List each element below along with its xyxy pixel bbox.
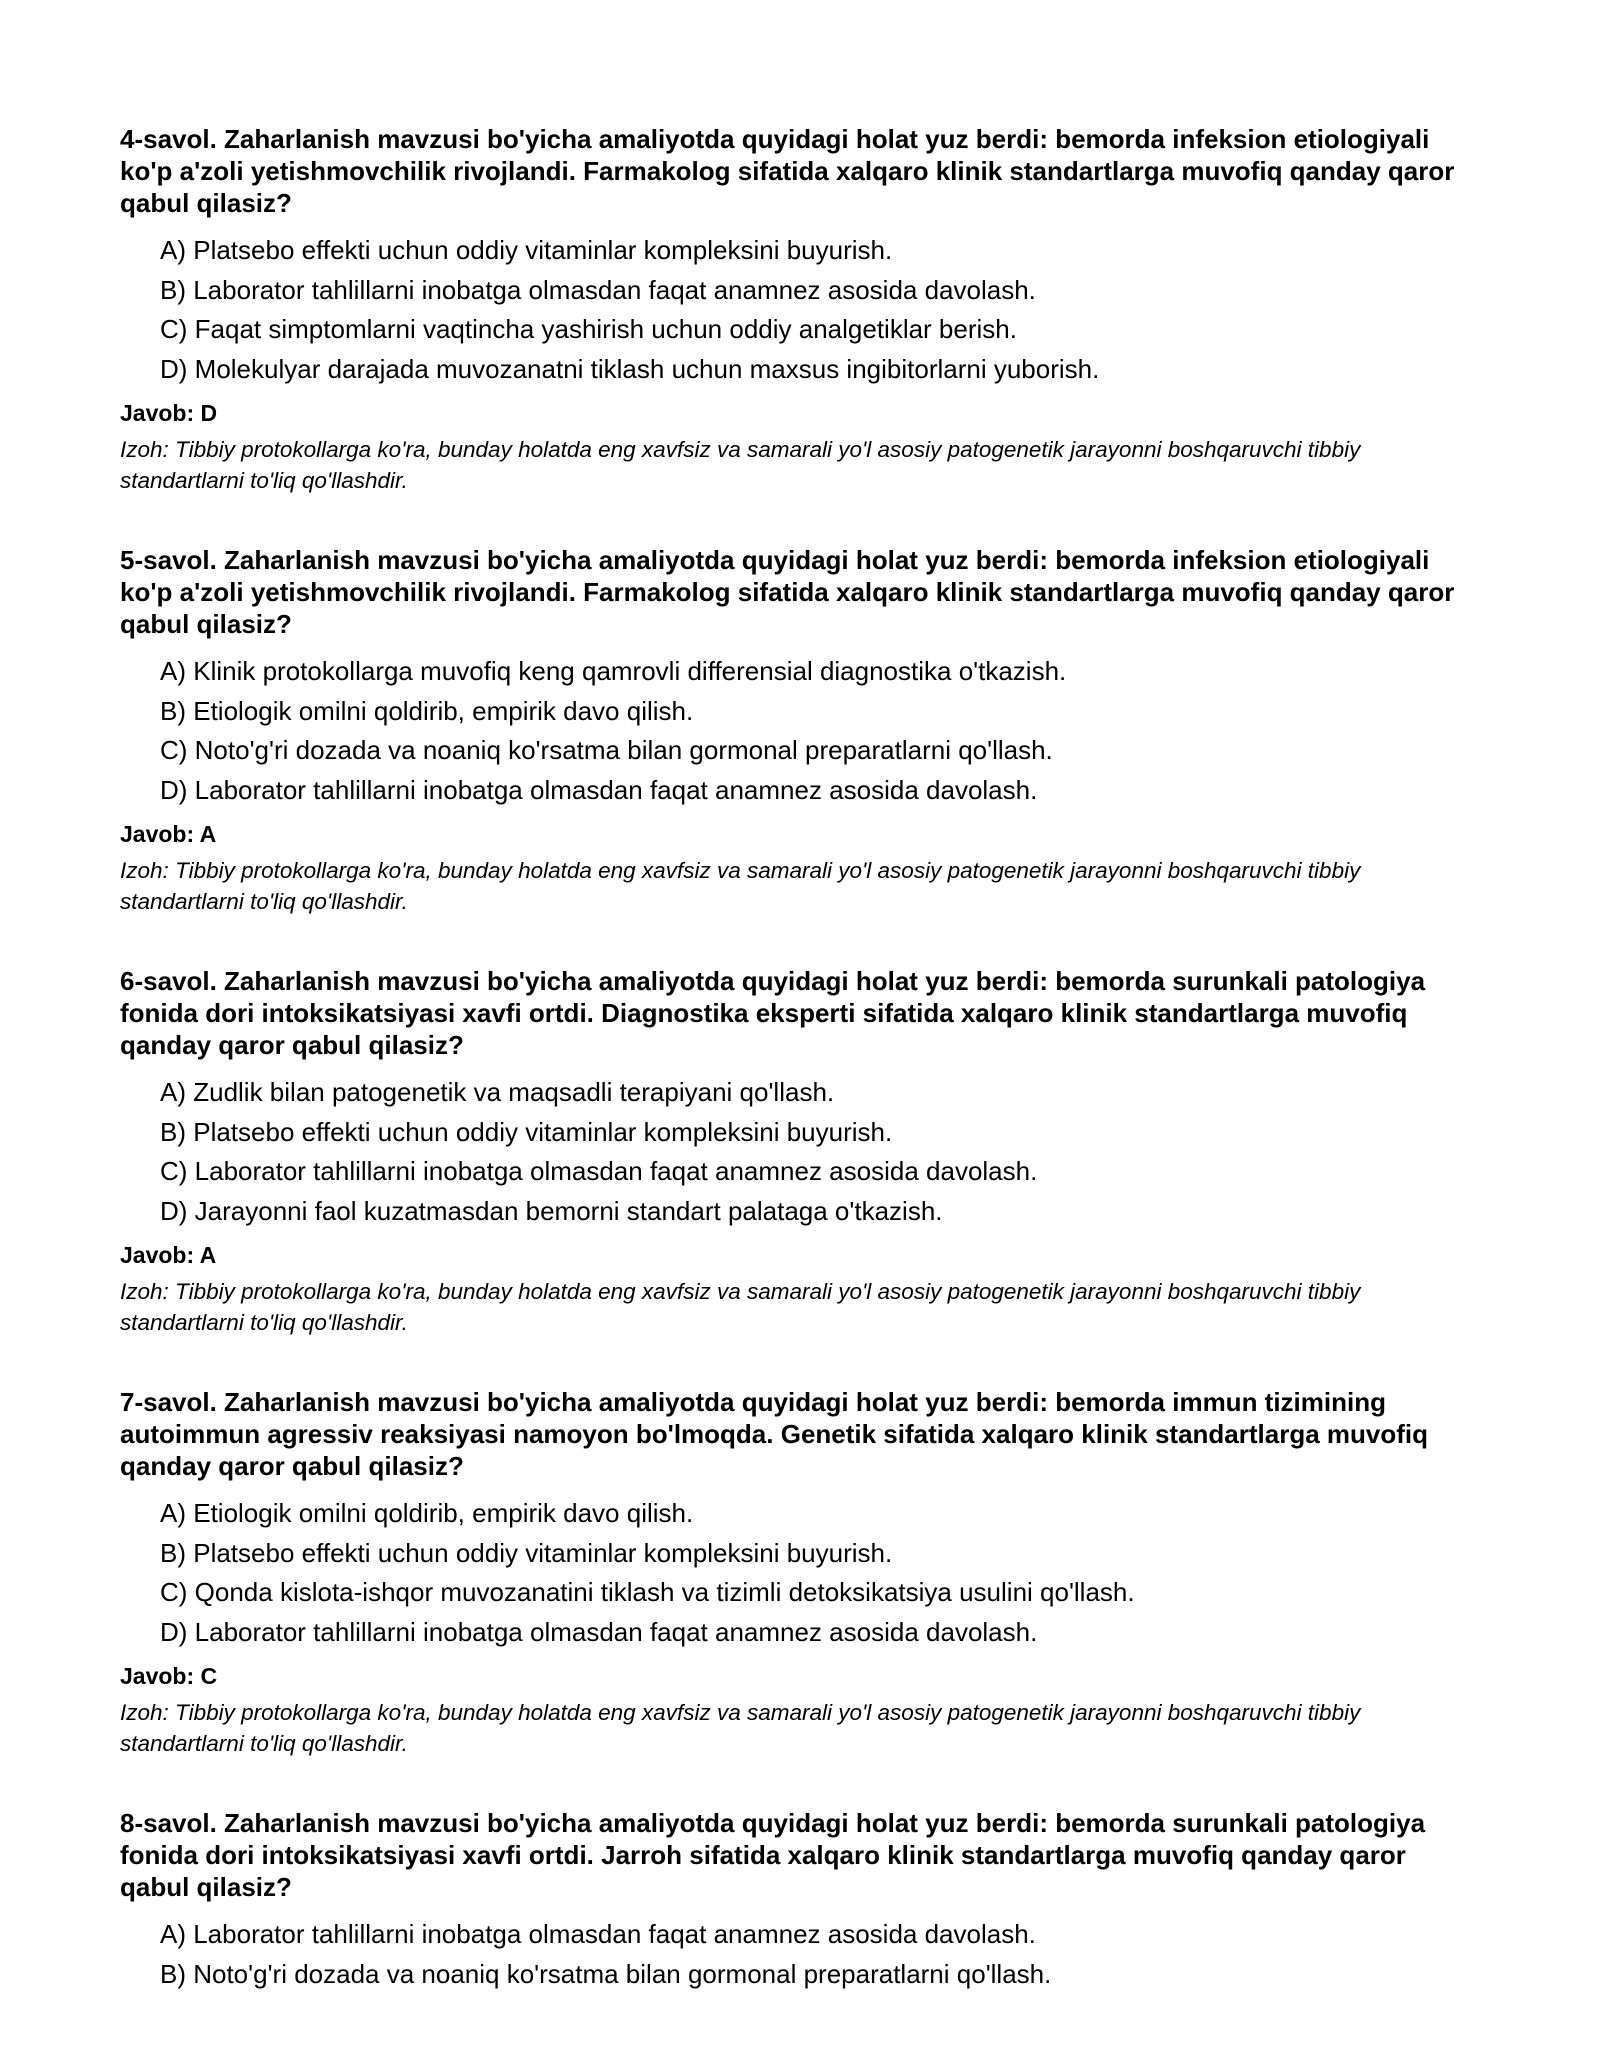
question-block: [120, 123, 1480, 496]
answer-label: Javob: C: [120, 1663, 218, 1689]
option-b: B) Laborator tahlillarni inobatga olmasdan faqat anamnez asosida davolash.: [160, 274, 1036, 305]
option-b: B) Platsebo effekti uchun oddiy vitaminlar kompleksini buyurish.: [160, 1116, 893, 1147]
option-d: D) Jarayonni faol kuzatmasdan bemorni standart palataga o'tkazish.: [160, 1195, 943, 1226]
option-c: C) Qonda kislota-ishqor muvozanatini tiklash va tizimli detoksikatsiya usulini qo'llash.: [160, 1577, 1135, 1607]
answer-label: Javob: A: [120, 821, 217, 847]
option-b: B) Noto'g'ri dozada va noaniq ko'rsatma bilan gormonal preparatlarni qo'llash.: [160, 1958, 1052, 1989]
explanation-note: Izoh: Tibbiy protokollarga ko'ra, bunday holatda eng xavfsiz va samarali yo'l asosiy patogenetik jarayonni boshqaruvchi tibbiy standartlarni to'liq qo'llashdir.: [120, 437, 1361, 493]
option-c: C) Faqat simptomlarni vaqtincha yashirish uchun oddiy analgetiklar berish.: [160, 314, 1017, 344]
option-list: [120, 1915, 1480, 1994]
question-title: 8-savol. Zaharlanish mavzusi bo'yicha amaliyotda quyidagi holat yuz berdi: bemorda surunkali patologiya fonida dori intoksikatsiyasi xavfi ortdi. Jarroh sifatida xalqaro klinik standartlarga muvofiq qanday qaror qabul qilasiz?: [120, 1808, 1426, 1902]
explanation-note: Izoh: Tibbiy protokollarga ko'ra, bunday holatda eng xavfsiz va samarali yo'l asosiy patogenetik jarayonni boshqaruvchi tibbiy standartlarni to'liq qo'llashdir.: [120, 1700, 1361, 1756]
option-a: A) Laborator tahlillarni inobatga olmasdan faqat anamnez asosida davolash.: [160, 1919, 1036, 1949]
option-b: B) Platsebo effekti uchun oddiy vitaminlar kompleksini buyurish.: [160, 1537, 893, 1568]
option-d: D) Laborator tahlillarni inobatga olmasdan faqat anamnez asosida davolash.: [160, 1616, 1038, 1647]
explanation-note: Izoh: Tibbiy protokollarga ko'ra, bunday holatda eng xavfsiz va samarali yo'l asosiy patogenetik jarayonni boshqaruvchi tibbiy standartlarni to'liq qo'llashdir.: [120, 1279, 1361, 1335]
option-b: B) Etiologik omilni qoldirib, empirik davo qilish.: [160, 695, 694, 726]
option-list: [120, 231, 1480, 389]
document-page: [120, 123, 1480, 2042]
option-a: A) Etiologik omilni qoldirib, empirik davo qilish.: [160, 1498, 694, 1528]
option-c: C) Laborator tahlillarni inobatga olmasdan faqat anamnez asosida davolash.: [160, 1156, 1038, 1186]
option-list: [120, 1073, 1480, 1231]
question-block: [120, 1807, 1480, 1994]
question-title: 5-savol. Zaharlanish mavzusi bo'yicha amaliyotda quyidagi holat yuz berdi: bemorda infeksion etiologiyali ko'p a'zoli yetishmovchilik rivojlandi. Farmakolog sifatida xalqaro klinik standartlarga muvofiq qanday qaror qabul qilasiz?: [120, 545, 1455, 639]
question-title: 7-savol. Zaharlanish mavzusi bo'yicha amaliyotda quyidagi holat yuz berdi: bemorda immun tizimining autoimmun agressiv reaksiyasi namoyon bo'lmoqda. Genetik sifatida xalqaro klinik standartlarga muvofiq qanday qaror qabul qilasiz?: [120, 1387, 1429, 1481]
answer-label: Javob: A: [120, 1242, 217, 1268]
option-list: [120, 1494, 1480, 1652]
question-title: 4-savol. Zaharlanish mavzusi bo'yicha amaliyotda quyidagi holat yuz berdi: bemorda infeksion etiologiyali ko'p a'zoli yetishmovchilik rivojlandi. Farmakolog sifatida xalqaro klinik standartlarga muvofiq qanday qaror qabul qilasiz?: [120, 124, 1455, 218]
option-d: D) Laborator tahlillarni inobatga olmasdan faqat anamnez asosida davolash.: [160, 774, 1038, 805]
question-block: [120, 965, 1480, 1338]
option-a: A) Zudlik bilan patogenetik va maqsadli terapiyani qo'llash.: [160, 1077, 835, 1107]
option-c: C) Noto'g'ri dozada va noaniq ko'rsatma bilan gormonal preparatlarni qo'llash.: [160, 735, 1053, 765]
option-a: A) Klinik protokollarga muvofiq keng qamrovli differensial diagnostika o'tkazish.: [160, 656, 1067, 686]
option-a: A) Platsebo effekti uchun oddiy vitaminlar kompleksini buyurish.: [160, 235, 893, 265]
option-d: D) Molekulyar darajada muvozanatni tiklash uchun maxsus ingibitorlarni yuborish.: [160, 353, 1100, 384]
question-title: 6-savol. Zaharlanish mavzusi bo'yicha amaliyotda quyidagi holat yuz berdi: bemorda surunkali patologiya fonida dori intoksikatsiyasi xavfi ortdi. Diagnostika eksperti sifatida xalqaro klinik standartlarga muvofiq qanday qaror qabul qilasiz?: [120, 966, 1426, 1060]
answer-label: Javob: D: [120, 400, 218, 426]
option-list: [120, 652, 1480, 810]
question-block: [120, 544, 1480, 917]
question-block: [120, 1386, 1480, 1759]
explanation-note: Izoh: Tibbiy protokollarga ko'ra, bunday holatda eng xavfsiz va samarali yo'l asosiy patogenetik jarayonni boshqaruvchi tibbiy standartlarni to'liq qo'llashdir.: [120, 858, 1361, 914]
